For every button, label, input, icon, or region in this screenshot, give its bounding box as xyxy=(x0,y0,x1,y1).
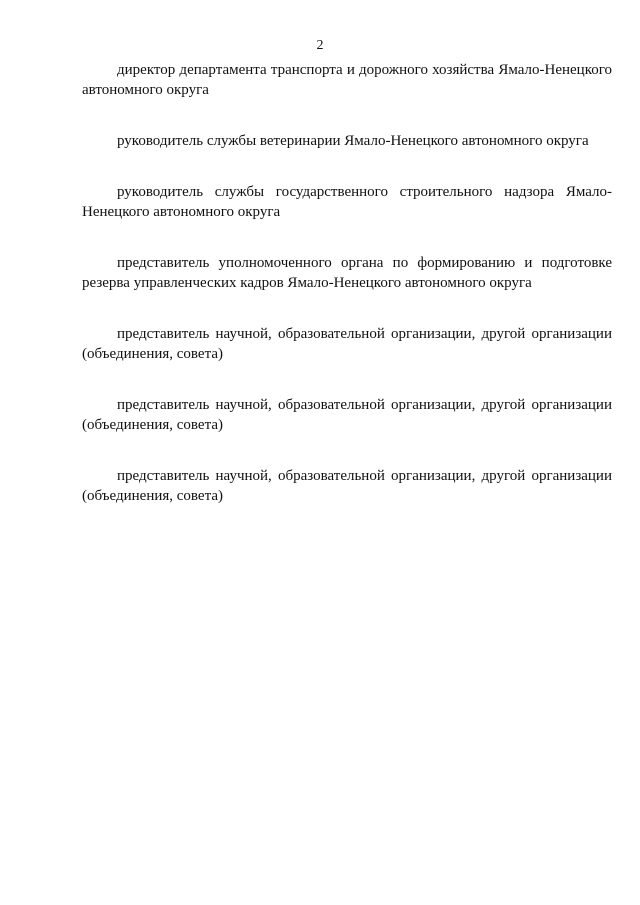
list-item: представитель научной, образовательной организации, другой организации (объединения, совета) xyxy=(82,326,612,362)
member-list xyxy=(82,60,612,537)
list-item: представитель научной, образовательной организации, другой организации (объединения, совета) xyxy=(82,468,612,504)
page-number: 2 xyxy=(316,38,324,53)
list-item: директор департамента транспорта и дорожного хозяйства Ямало-Ненецкого автономного округа xyxy=(82,62,612,98)
list-item: руководитель службы государственного строительного надзора Ямало-Ненецкого автономного округа xyxy=(82,184,612,220)
list-item: руководитель службы ветеринарии Ямало-Ненецкого автономного округа xyxy=(117,133,589,149)
list-item: представитель уполномоченного органа по формированию и подготовке резерва управленческих кадров Ямало-Ненецкого автономного округа xyxy=(82,255,612,291)
list-item: представитель научной, образовательной организации, другой организации (объединения, совета) xyxy=(82,397,612,433)
